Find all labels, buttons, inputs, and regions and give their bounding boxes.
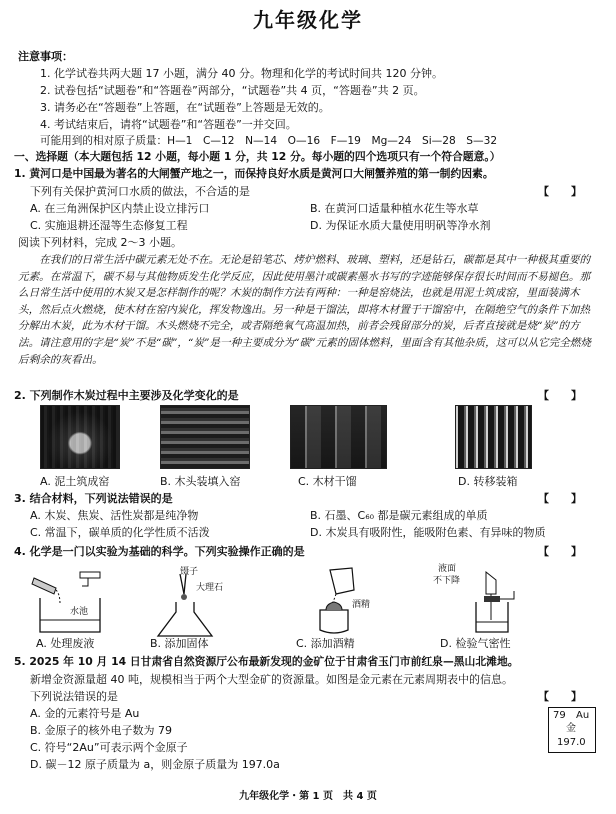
diagram-add-alcohol bbox=[300, 566, 390, 638]
page-footer: 九年级化学・第 1 页 共 4 页 bbox=[239, 791, 377, 802]
q2-option-b: B. 木头装填入窑 bbox=[160, 475, 241, 488]
page-title: 九年级化学 bbox=[253, 8, 363, 32]
q2-stem: 2. 下列制作木炭过程中主要涉及化学变化的是 bbox=[14, 389, 239, 402]
photo-kiln bbox=[40, 405, 120, 469]
q1-option-a: A. 在三角洲保护区内禁止设立排污口 bbox=[30, 202, 210, 215]
q4-option-c: C. 添加酒精 bbox=[296, 637, 355, 650]
diagram-waste-disposal bbox=[30, 566, 120, 638]
q1-option-c: C. 实施退耕还湿等生态修复工程 bbox=[30, 219, 188, 232]
q5-option-b: B. 金原子的核外电子数为 79 bbox=[30, 724, 173, 737]
diagram-add-solid bbox=[150, 572, 230, 638]
atomic-number: 79 bbox=[553, 710, 566, 721]
answer-bracket: 【 】 bbox=[538, 185, 582, 198]
q2-option-c: C. 木材干馏 bbox=[298, 475, 357, 488]
q3-option-b: B. 石墨、C₆₀ 都是碳元素组成的单质 bbox=[310, 509, 488, 522]
reading-intro: 阅读下列材料，完成 2～3 小题。 bbox=[18, 236, 182, 249]
q4-stem: 4. 化学是一门以实验为基础的科学。下列实验操作正确的是 bbox=[14, 545, 305, 558]
q4-option-b: B. 添加固体 bbox=[150, 637, 209, 650]
diagram-airtightness bbox=[460, 570, 540, 638]
q1-option-b: B. 在黄河口适量种植水花生等水草 bbox=[310, 202, 479, 215]
label-level-1: 液面 bbox=[438, 564, 457, 574]
q5-option-a: A. 金的元素符号是 Au bbox=[30, 707, 140, 720]
label-level-2: 不下降 bbox=[433, 576, 461, 586]
notice-item: 2. 试卷包括“试题卷”和“答题卷”两部分，“试题卷”共 4 页，“答题卷”共 2 页。 bbox=[40, 84, 425, 97]
photo-retort bbox=[290, 405, 387, 469]
answer-bracket: 【 】 bbox=[538, 492, 582, 505]
atomic-masses: 可能用到的相对原子质量：H—1 C—12 N—14 O—16 F—19 Mg—24 Si—28 S—32 bbox=[40, 135, 498, 147]
answer-bracket: 【 】 bbox=[538, 389, 582, 402]
q5-stem: 5. 2025 年 10 月 14 日甘肃省自然资源厅公布最新发现的金矿位于甘肃省玉门市前红泉—黑山北滩地。 bbox=[14, 655, 519, 668]
atomic-mass: 197.0 bbox=[557, 737, 586, 748]
q5-stem-3: 下列说法错误的是 bbox=[30, 690, 118, 703]
notice-heading: 注意事项： bbox=[18, 50, 73, 63]
label-marble: 大理石 bbox=[196, 583, 224, 593]
label-alcohol: 酒精 bbox=[352, 600, 371, 610]
q3-option-c: C. 常温下，碳单质的化学性质不活泼 bbox=[30, 526, 210, 539]
q4-option-d: D. 检验气密性 bbox=[440, 637, 511, 650]
q1-option-d: D. 为保证水质大量使用明矾等净水剂 bbox=[310, 219, 491, 232]
q5-option-d: D. 碳－12 原子质量为 a，则金原子质量为 197.0a bbox=[30, 758, 280, 771]
q4-option-a: A. 处理废液 bbox=[36, 637, 95, 650]
notice-item: 4. 考试结束后，请将“试题卷”和“答题卷”一并交回。 bbox=[40, 118, 297, 131]
q5-option-c: C. 符号“2Au”可表示两个金原子 bbox=[30, 741, 188, 754]
q3-option-d: D. 木炭具有吸附性，能吸附色素、有异味的物质 bbox=[310, 526, 546, 539]
label-sink: 水池 bbox=[70, 607, 89, 617]
element-symbol: Au bbox=[576, 710, 590, 721]
notice-item: 1. 化学试卷共两大题 17 小题，满分 40 分。物理和化学的考试时间共 120 分钟。 bbox=[40, 67, 443, 80]
photo-wood-loading bbox=[160, 405, 250, 469]
q3-stem: 3. 结合材料，下列说法错误的是 bbox=[14, 492, 173, 505]
notice-item: 3. 请务必在“答题卷”上答题，在“试题卷”上答题是无效的。 bbox=[40, 101, 330, 114]
answer-bracket: 【 】 bbox=[538, 545, 582, 558]
q2-option-a: A. 泥土筑成窑 bbox=[40, 475, 110, 488]
q5-stem-2: 新增金资源量超 40 吨，规模相当于两个大型金矿的资源量。如图是金元素在元素周期表中的信息。 bbox=[30, 673, 513, 686]
q2-option-d: D. 转移装箱 bbox=[458, 475, 518, 488]
reading-passage: 在我们的日常生活中碳元素无处不在。无论是铅笔芯、烤炉燃料、玻璃、塑料，还是钻石，碳都是其中一种极其重要的元素。在常温下，碳不易与其他物质发生化学反应，因此使用墨汁或碳素墨水书写的字迹能够保存很长时间而不易褪色。那么日常生活中使用的木炭又是怎样制作的呢？木炭的制作方法有两种：一种是窑烧法，也就是用泥土筑成窑，里面装满木头，然后点火燃烧，使木材在窑内炭化，挥发物逸出。另一种是干馏法，即将木材置于干馏窑中，在隔绝空气的条件下加热分解出木炭，此为木材干馏。木头燃烧不完全，或者隔绝氧气高温加热，前者会残留部分的炭，后者直接就是烧“炭”的方法。请注意用的字是“炭”不是“碳”，“炭”是一种主要成分为“碳”元素的固体燃料，里面含有其他杂质，这可以从它完全燃烧后剩余的灰看出。 bbox=[18, 254, 592, 366]
label-tweezers: 镊子 bbox=[180, 567, 199, 577]
photo-boxing bbox=[455, 405, 532, 469]
q1-stem-2: 下列有关保护黄河口水质的做法，不合适的是 bbox=[30, 185, 250, 198]
q1-stem: 1. 黄河口是中国最为著名的大闸蟹产地之一，而保持良好水质是黄河口大闸蟹养殖的第一制约因素。 bbox=[14, 167, 494, 180]
periodic-table-cell bbox=[548, 707, 596, 753]
element-name: 金 bbox=[566, 723, 576, 734]
section-heading: 一、选择题（本大题包括 12 小题，每小题 1 分，共 12 分。每小题的四个选项只有一个符合题意。） bbox=[14, 150, 501, 163]
answer-bracket: 【 】 bbox=[538, 690, 582, 703]
q3-option-a: A. 木炭、焦炭、活性炭都是纯净物 bbox=[30, 509, 199, 522]
